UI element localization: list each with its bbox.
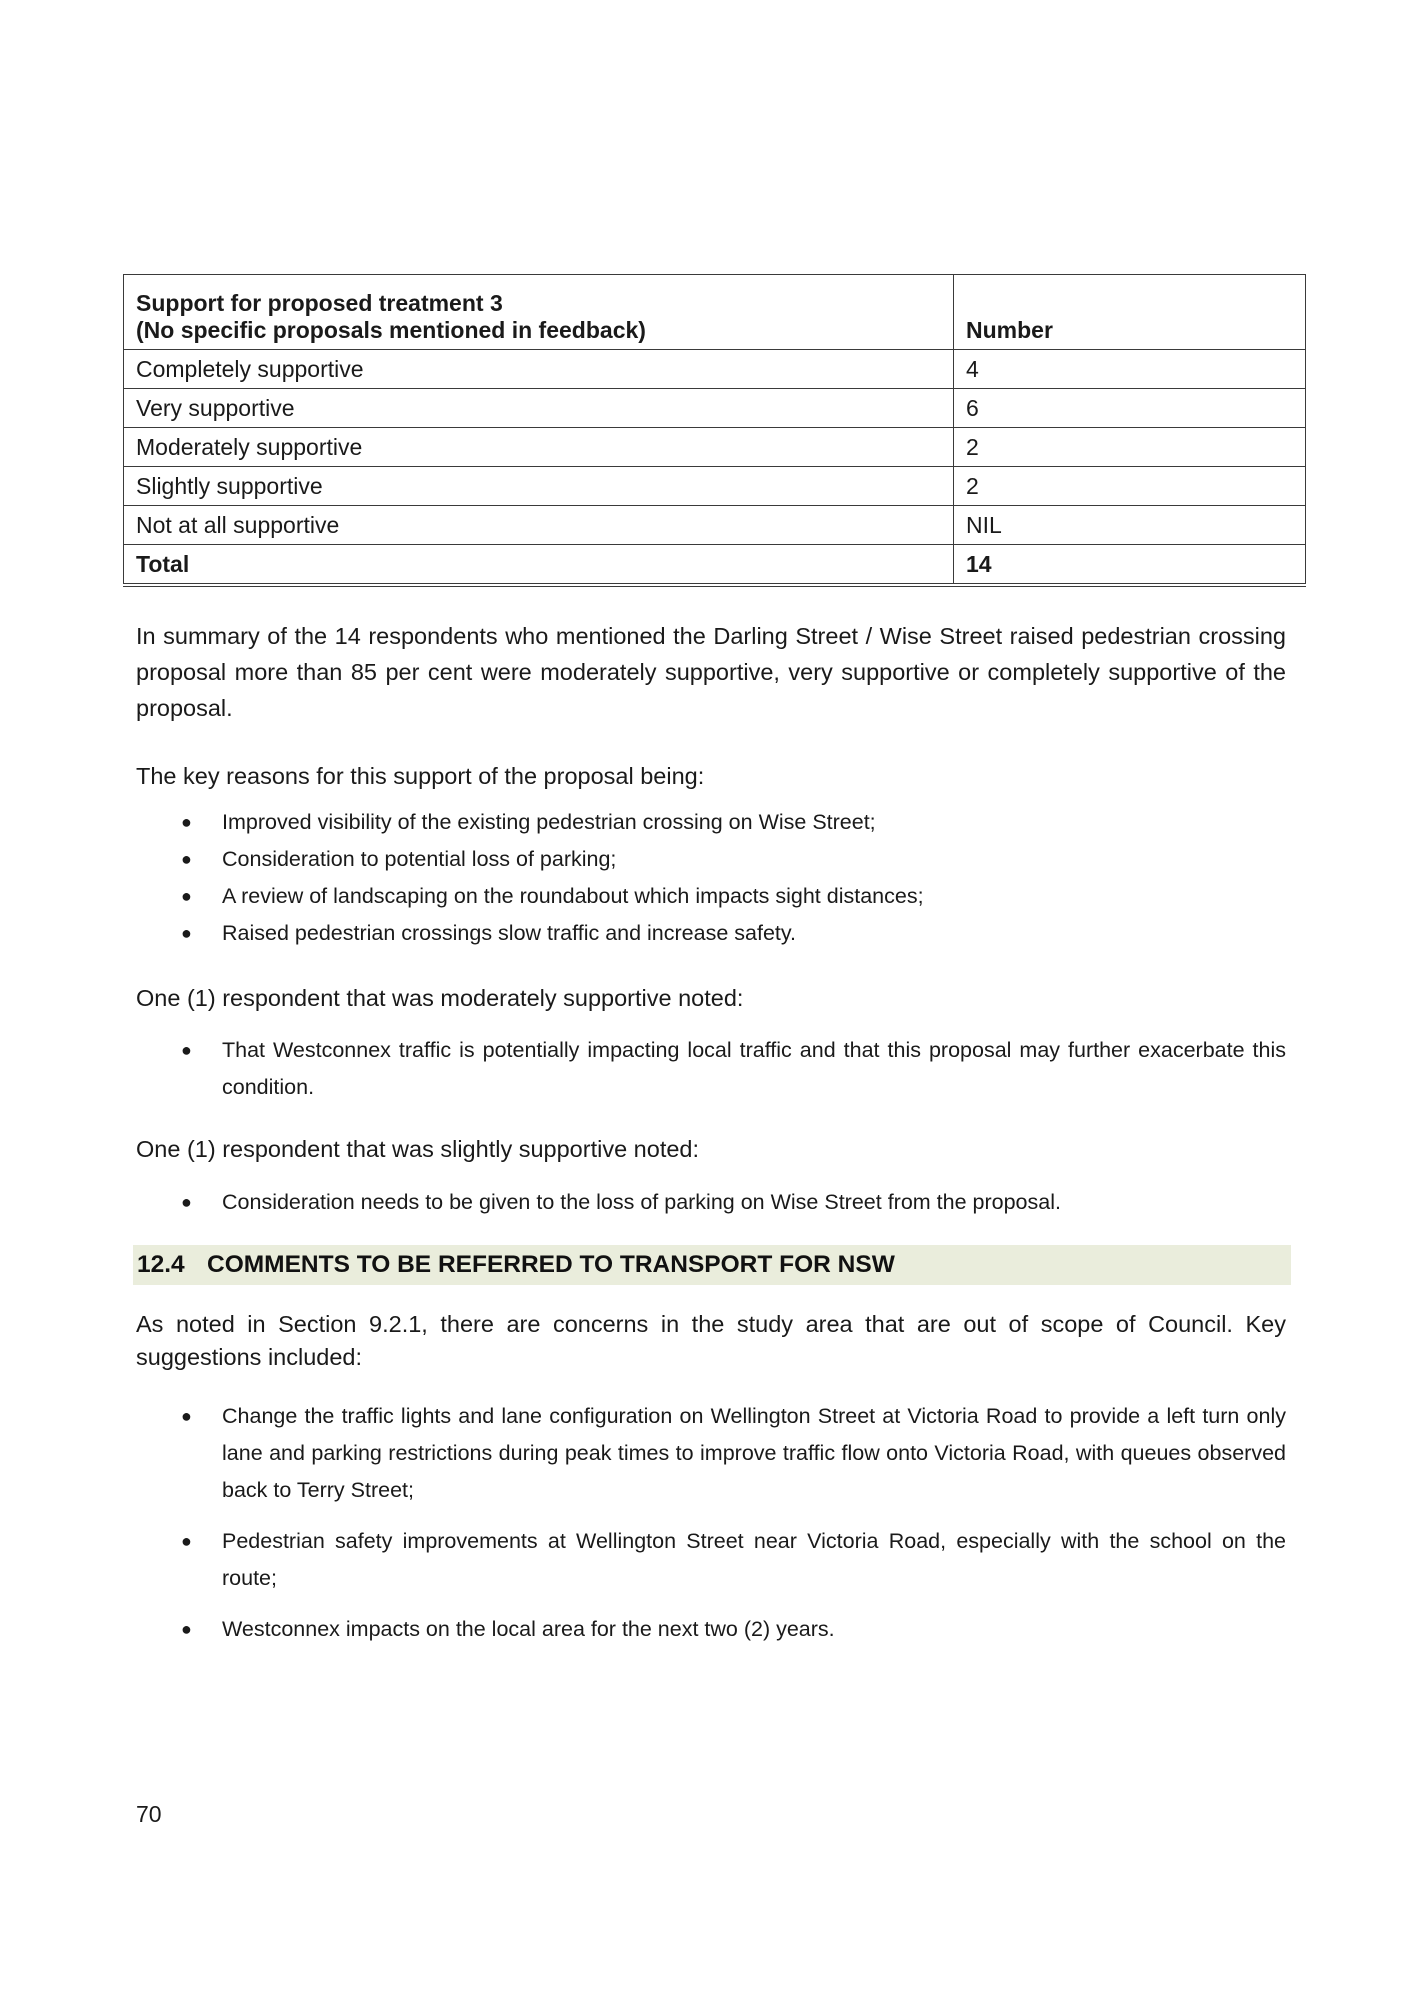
summary-paragraph: In summary of the 14 respondents who mentioned the Darling Street / Wise Street raised pedestrian crossing proposal more than 85 per cent were moderately supportive, very supportive or completely supportive of the proposal. [136,623,1286,721]
list-item [136,915,1286,952]
list-item-text: Change the traffic lights and lane configuration on Wellington Street at Victoria Road to provide a left turn only lane and parking restrictions during peak times to improve traffic flow onto Victoria Road, with queues observed back to Terry Street; [222,1404,1286,1502]
row-label: Very supportive [124,389,954,428]
row-label: Slightly supportive [124,467,954,506]
bullet-icon: ● [181,1192,192,1212]
bullet-icon: ● [181,1040,192,1060]
list-item [136,1398,1286,1509]
table-row [124,389,1306,428]
table-total-row [124,545,1306,586]
list-item-text: That Westconnex traffic is potentially impacting local traffic and that this proposal may further exacerbate this condition. [222,1038,1286,1099]
row-label: Not at all supportive [124,506,954,545]
section-intro: As noted in Section 9.2.1, there are concerns in the study area that are out of scope of Council. Key suggestions included: [136,1311,1286,1370]
bullet-icon: ● [181,886,192,906]
bullet-icon: ● [181,812,192,832]
list-item-text: Raised pedestrian crossings slow traffic and increase safety. [222,921,797,945]
section-suggestions-list [136,1398,1286,1662]
row-value: 6 [954,389,1306,428]
table-row [124,350,1306,389]
table-row [124,506,1306,545]
section-title: COMMENTS TO BE REFERRED TO TRANSPORT FOR NSW [207,1251,895,1278]
row-label: Moderately supportive [124,428,954,467]
list-item-text: A review of landscaping on the roundabout which impacts sight distances; [222,884,924,908]
table-header-number: Number [954,275,1306,350]
key-reasons-list [136,804,1286,952]
table-row [124,428,1306,467]
slight-note-list [136,1184,1286,1221]
moderate-note-list [136,1032,1286,1106]
support-table [123,274,1306,587]
total-label: Total [124,545,954,586]
list-item [136,878,1286,915]
bullet-icon: ● [181,1531,192,1551]
bullet-icon: ● [181,849,192,869]
header-line-2: (No specific proposals mentioned in feedback) [136,317,646,344]
list-item [136,1611,1286,1648]
header-line-1: Support for proposed treatment 3 [136,289,503,316]
list-item [136,1523,1286,1597]
row-label: Completely supportive [124,350,954,389]
bullet-icon: ● [181,1619,192,1639]
row-value: 2 [954,428,1306,467]
table-header-row [124,275,1306,350]
slight-note-intro: One (1) respondent that was slightly supportive noted: [136,1136,700,1162]
page-number: 70 [136,1801,162,1827]
total-value: 14 [954,545,1306,586]
list-item-text: Consideration to potential loss of parking; [222,847,617,871]
list-item-text: Westconnex impacts on the local area for the next two (2) years. [222,1617,835,1641]
list-item-text: Consideration needs to be given to the loss of parking on Wise Street from the proposal. [222,1190,1061,1214]
bullet-icon: ● [181,1406,192,1426]
list-item [136,841,1286,878]
list-item [136,1032,1286,1106]
moderate-note-intro: One (1) respondent that was moderately supportive noted: [136,985,744,1011]
key-reasons-intro: The key reasons for this support of the proposal being: [136,763,705,789]
row-value: 2 [954,467,1306,506]
table-row [124,467,1306,506]
section-number: 12.4 [137,1251,185,1278]
section-heading [133,1245,1291,1285]
list-item-text: Improved visibility of the existing pedestrian crossing on Wise Street; [222,810,876,834]
bullet-icon: ● [181,923,192,943]
list-item [136,1184,1286,1221]
list-item [136,804,1286,841]
row-value: 4 [954,350,1306,389]
row-value: NIL [954,506,1306,545]
list-item-text: Pedestrian safety improvements at Wellington Street near Victoria Road, especially with the school on the route; [222,1529,1286,1590]
table-header-label [124,275,954,350]
